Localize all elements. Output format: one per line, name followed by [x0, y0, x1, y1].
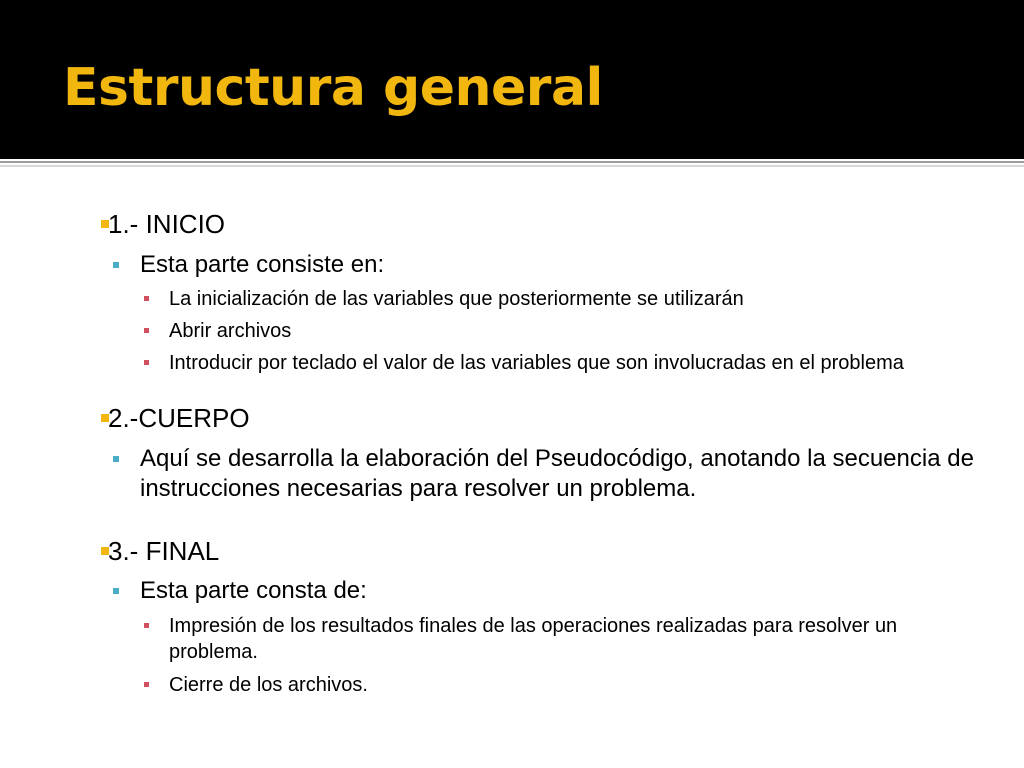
detail-text: Cierre de los archivos.	[169, 674, 368, 696]
square-bullet-icon	[144, 328, 149, 333]
section-heading: 1.- INICIO	[108, 209, 226, 239]
section-subtext: Esta parte consta de:	[140, 577, 367, 604]
square-bullet-icon	[144, 682, 149, 687]
section-heading: 2.-CUERPO	[108, 403, 250, 433]
section-subtext: Aquí se desarrolla la elaboración del Pseudocódigo, anotando la secuencia de instrucciones necesarias para resolver un problema.	[140, 445, 974, 502]
square-bullet-icon	[144, 360, 149, 365]
section-heading: 3.- FINAL	[108, 536, 220, 566]
square-bullet-icon	[144, 623, 149, 628]
slide-title: Estructura general	[63, 58, 603, 118]
detail-text: Impresión de los resultados finales de las operaciones realizadas para resolver un problema.	[169, 615, 898, 663]
detail-text: Introducir por teclado el valor de las variables que son involucradas en el problema	[169, 352, 904, 374]
square-bullet-icon	[113, 588, 119, 594]
section-subtext: Esta parte consiste en:	[140, 251, 385, 278]
square-bullet-icon	[144, 296, 149, 301]
detail-text: La inicialización de las variables que posteriormente se utilizarán	[169, 288, 744, 310]
detail-text: Abrir archivos	[169, 320, 292, 342]
square-bullet-icon	[113, 262, 119, 268]
square-bullet-icon	[113, 456, 119, 462]
